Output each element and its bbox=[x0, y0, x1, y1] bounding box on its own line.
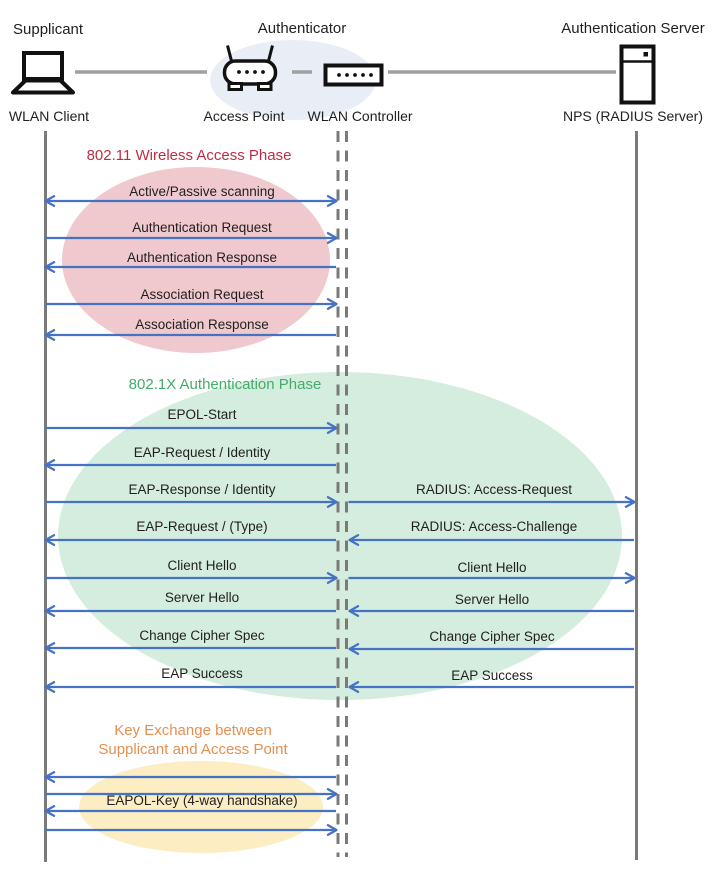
msg-server-hello-left: Server Hello bbox=[164, 590, 240, 605]
nps-radius-server-label: NPS (RADIUS Server) bbox=[562, 108, 704, 124]
msg-active-passive-scanning: Active/Passive scanning bbox=[129, 184, 275, 199]
msg-client-hello-left: Client Hello bbox=[167, 558, 237, 573]
server-tower-icon bbox=[622, 47, 654, 103]
server-body bbox=[622, 47, 654, 103]
msg-client-hello-right: Client Hello bbox=[457, 560, 527, 575]
ap-body bbox=[225, 61, 276, 84]
phase3-title-line2: Supplicant and Access Point bbox=[98, 741, 288, 758]
ap-foot-left bbox=[229, 84, 242, 90]
msg-authentication-request: Authentication Request bbox=[132, 220, 272, 235]
msg-authentication-response: Authentication Response bbox=[126, 250, 278, 265]
msg-change-cipher-spec-right: Change Cipher Spec bbox=[429, 629, 555, 644]
msg-eap-response-identity: EAP-Response / Identity bbox=[128, 482, 276, 497]
msg-server-hello-right: Server Hello bbox=[454, 592, 530, 607]
laptop-screen bbox=[24, 53, 62, 79]
laptop-base bbox=[13, 81, 73, 93]
supplicant-role-label: Supplicant bbox=[13, 21, 84, 38]
phase2-title: 802.1X Authentication Phase bbox=[128, 376, 322, 393]
access-point-label: Access Point bbox=[203, 108, 285, 124]
phase2-ellipse bbox=[58, 372, 622, 700]
phase3-title-line1: Key Exchange between bbox=[114, 722, 272, 739]
server-led bbox=[644, 52, 649, 57]
msg-association-response: Association Response bbox=[135, 317, 269, 332]
msg-radius-access-request: RADIUS: Access-Request bbox=[415, 482, 573, 497]
msg-eap-success-left: EAP Success bbox=[161, 666, 243, 681]
wlan-controller-label: WLAN Controller bbox=[307, 108, 413, 124]
phase1-title: 802.11 Wireless Access Phase bbox=[86, 147, 292, 164]
laptop-icon bbox=[13, 53, 73, 93]
msg-association-request: Association Request bbox=[140, 287, 264, 302]
authentication-server-role-label: Authentication Server bbox=[561, 20, 705, 37]
msg-eapol-key-handshake: EAPOL-Key (4-way handshake) bbox=[106, 793, 298, 808]
msg-radius-access-challenge: RADIUS: Access-Challenge bbox=[410, 519, 578, 534]
msg-eap-request-type: EAP-Request / (Type) bbox=[136, 519, 268, 534]
ap-foot-right bbox=[259, 84, 272, 90]
msg-eap-success-right: EAP Success bbox=[451, 668, 533, 683]
msg-eap-request-identity: EAP-Request / Identity bbox=[133, 445, 271, 460]
msg-epol-start: EPOL-Start bbox=[167, 407, 237, 422]
wlan-client-label: WLAN Client bbox=[8, 108, 90, 124]
wlan-controller-switch-icon bbox=[326, 66, 382, 85]
authenticator-role-label: Authenticator bbox=[257, 20, 347, 37]
msg-change-cipher-spec-left: Change Cipher Spec bbox=[139, 628, 265, 643]
